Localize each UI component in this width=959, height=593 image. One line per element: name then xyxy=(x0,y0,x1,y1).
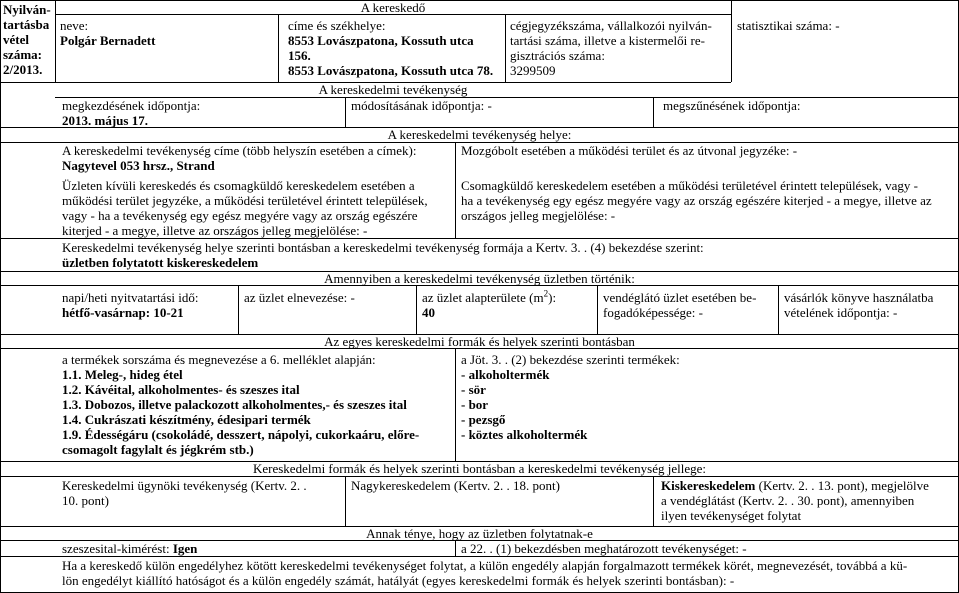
list-item: - sör xyxy=(461,382,486,397)
spirits-value: Igen xyxy=(172,541,198,556)
notice-title: Annak ténye, hogy az üzletben folytatnak-e xyxy=(366,526,593,541)
form-value: üzletben folytatott kiskereskedelem xyxy=(62,255,259,270)
customer-book-label: vételének időpontja: - xyxy=(784,305,898,320)
registration-label-line: tartási száma, illetve a kistermelői re- xyxy=(510,33,705,48)
outside-line: vagy - ha a tevékenység egy egész megyére vagy az ország egészére xyxy=(62,208,418,223)
retail-label: Kiskereskedelem xyxy=(661,478,756,493)
registration-value: 3299509 xyxy=(510,63,556,78)
trader-address-label: címe és székhelye: xyxy=(288,18,386,33)
products-title: Az egyes kereskedelmi formák és helyek szerinti bontásban xyxy=(324,334,635,349)
activity-start-date: 2013. május 17. xyxy=(62,113,148,128)
trader-name-label: neve: xyxy=(60,18,89,33)
location-address: Nagytevel 053 hrsz., Strand xyxy=(62,158,215,173)
opening-hours: hétfő-vasárnap: 10-21 xyxy=(62,305,184,320)
divider xyxy=(778,285,779,334)
list-item: 1.2. Kávéital, alkoholmentes- és szeszes ital xyxy=(62,382,300,397)
registration-number-cell xyxy=(3,2,53,77)
list-item: - alkoholtermék xyxy=(461,367,550,382)
customer-book-label: vásárlók könyve használatba xyxy=(784,290,934,305)
list-item: - bor xyxy=(461,397,489,412)
divider xyxy=(455,348,456,461)
list-item: 1.4. Cukrászati készítmény, édesipari termék xyxy=(62,412,311,427)
products-left-label: a termékek sorszáma és megnevezése a 6. melléklet alapján: xyxy=(62,352,376,367)
location-address-label: A kereskedelmi tevékenység címe (több helyszín esetében a címek): xyxy=(62,143,417,158)
shop-title: Amennyiben a kereskedelmi tevékenység üzletben történik: xyxy=(324,271,635,286)
shop-area-label-text: az üzlet alapterülete (m xyxy=(422,290,544,305)
para22: a 22. . (1) bekezdésben meghatározott tevékenységet: - xyxy=(461,541,747,556)
hospitality-label: vendéglátó üzlet esetében be- xyxy=(603,290,757,305)
registration-label-line: gisztrációs száma: xyxy=(510,48,605,63)
products-right-label: a Jöt. 3. . (2) bekezdése szerinti termékek: xyxy=(461,352,680,367)
agent-activity: Kereskedelmi ügynöki tevékenység (Kertv. 2. . xyxy=(62,478,307,493)
outside-line: kiterjed - a megye, illetve az országos jelleg megjelölése: - xyxy=(62,223,368,238)
divider xyxy=(238,285,239,334)
trader-section-title: A kereskedő xyxy=(360,0,426,15)
activity-title: A kereskedelmi tevékenység xyxy=(318,82,468,97)
mail-order-line: ha a tevékenység egy egész megyére vagy az ország egészére kiterjed - a megye, illetve az xyxy=(461,193,932,208)
retail-text: (Kertv. 2. . 13. pont), megjelölve xyxy=(755,478,929,493)
spirits-line xyxy=(62,541,197,556)
activity-modify-label: módosításának időpontja: - xyxy=(351,98,492,113)
trader-address-line: 8553 Lovászpatona, Kossuth utca xyxy=(288,33,474,48)
list-item: 1.1. Meleg-, hideg étel xyxy=(62,367,183,382)
shop-area: 40 xyxy=(422,305,435,320)
divider xyxy=(345,476,346,526)
trader-address-line: 156. xyxy=(288,48,311,63)
shop-name-label: az üzlet elnevezése: - xyxy=(244,290,355,305)
outside-line: működési terület jegyzéke, a működési területével érintett települések, xyxy=(62,193,428,208)
registration-label: száma: xyxy=(3,47,42,62)
list-item: - pezsgő xyxy=(461,412,506,427)
mail-order-line: Csomagküldő kereskedelem esetében a működési területével érintett települések, vagy - xyxy=(461,178,919,193)
retail-line: ilyen tevékenységet folytat xyxy=(661,508,802,523)
divider xyxy=(653,476,654,526)
shop-area-label-end: ): xyxy=(548,290,557,305)
registration-label-line: cégjegyzékszáma, vállalkozói nyilván- xyxy=(510,18,712,33)
divider xyxy=(0,238,959,239)
divider xyxy=(416,285,417,334)
mail-order-line: országos jelleg megjelölése: - xyxy=(461,208,616,223)
form-label: Kereskedelmi tevékenység helye szerinti bontásban a kereskedelmi tevékenység formája a Kertv. 3. . (4) bekezdése szerint: xyxy=(62,240,704,255)
registration-number: 2/2013. xyxy=(3,62,43,77)
opening-hours-label: napi/heti nyitvatartási idő: xyxy=(62,290,199,305)
character-title: Kereskedelmi formák és helyek szerinti bontásban a kereskedelmi tevékenység jellege: xyxy=(252,461,707,476)
divider xyxy=(731,0,732,82)
divider xyxy=(505,14,506,82)
registration-label: vétel xyxy=(3,32,29,47)
shop-area-label-sup: 2 xyxy=(543,288,549,299)
location-title: A kereskedelmi tevékenység helye: xyxy=(387,127,572,142)
agent-activity: 10. pont) xyxy=(62,493,109,508)
activity-end-label: megszűnésének időpontja: xyxy=(663,98,801,113)
shop-area-label xyxy=(422,290,556,305)
retail-line xyxy=(661,478,929,493)
divider xyxy=(0,476,959,477)
wholesale: Nagykereskedelem (Kertv. 2. . 18. pont) xyxy=(351,478,560,493)
mobile-label: Mozgóbolt esetében a működési terület és az útvonal jegyzéke: - xyxy=(461,143,798,158)
divider xyxy=(653,97,654,127)
trader-address-line: 8553 Lovászpatona, Kossuth utca 78. xyxy=(288,63,494,78)
statistical-number: statisztikai száma: - xyxy=(737,18,840,33)
list-item: 1.9. Édességáru (csokoládé, desszert, nápolyi, cukorkaáru, előre- xyxy=(62,427,420,442)
list-item: - köztes alkoholtermék xyxy=(461,427,588,442)
hospitality-label: fogadóképessége: - xyxy=(603,305,703,320)
divider xyxy=(455,540,456,556)
divider xyxy=(455,142,456,238)
spirits-label: szeszesital-kimérést: xyxy=(62,541,173,556)
divider xyxy=(345,97,346,127)
trader-name: Polgár Bernadett xyxy=(60,33,156,48)
registration-label: tartásba xyxy=(3,17,50,32)
divider xyxy=(278,14,279,82)
list-item: csomagolt fagylalt és jégkrém stb.) xyxy=(62,442,254,457)
registration-label: Nyilván- xyxy=(3,2,51,17)
activity-start-label: megkezdésének időpontja: xyxy=(62,98,201,113)
divider xyxy=(0,556,959,557)
footer-line: lön engedélyt kiállító hatóságot és a külön engedély számát, hatályát (egyes kereskedelmi formák és helyek szerinti bontásban): - xyxy=(62,573,735,588)
retail-line: a vendéglátást (Kertv. 2. . 30. pont), amennyiben xyxy=(661,493,915,508)
footer-line: Ha a kereskedő külön engedélyhez kötött kereskedelmi tevékenységet folytat, a külön engedély alapján forgalmazott termékek körét, megnevezését, továbbá a kü- xyxy=(62,558,908,573)
outside-line: Üzleten kívüli kereskedés és csomagküldő kereskedelem esetében a xyxy=(62,178,415,193)
list-item: 1.3. Dobozos, illetve palackozott alkoholmentes,- és szeszes ital xyxy=(62,397,407,412)
divider xyxy=(597,285,598,334)
border-left xyxy=(0,0,1,593)
